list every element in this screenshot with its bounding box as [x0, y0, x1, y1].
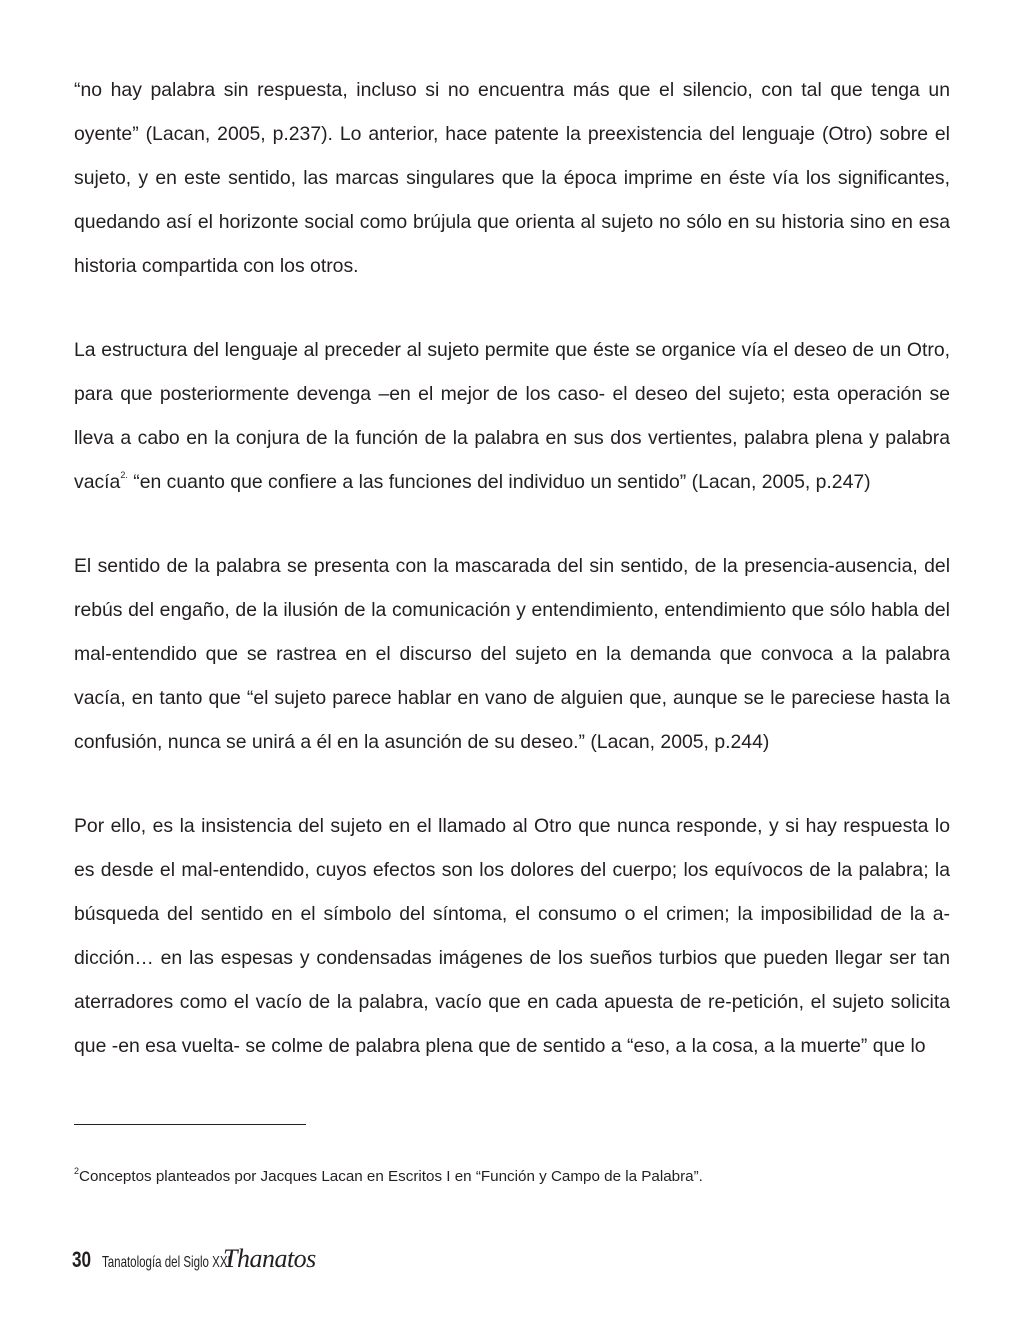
paragraph-2: [74, 328, 950, 504]
paragraph-3: El sentido de la palabra se presenta con la mascarada del sin sentido, de la presencia-ausencia, del rebús del engaño, de la ilusión de la comunicación y entendimiento, entendimiento que sólo habla del mal-entendido que se rastrea en el discurso del sujeto en la demanda que convoca a la palabra vacía, en tanto que “el sujeto parece hablar en vano de alguien que, aunque se le pareciese hasta la confusión, nunca se unirá a él en la asunción de su deseo.” (Lacan, 2005, p.244): [74, 555, 950, 753]
paragraph-4: Por ello, es la insistencia del sujeto en el llamado al Otro que nunca responde, y si hay respuesta lo es desde el mal-entendido, cuyos efectos son los dolores del cuerpo; los equívocos de la palabra; la búsqueda del sentido en el símbolo del síntoma, el consumo o el crimen; la imposibilidad de la a-dicción… en las espesas y condensadas imágenes de los sueños turbios que pueden llegar ser tan aterradores como el vacío de la palabra, vacío que en cada apuesta de re-petición, el sujeto solicita que -en esa vuelta- se colme de palabra plena que de sentido a “eso, a la cosa, a la muerte” que lo: [74, 815, 950, 1057]
page-number: 30: [72, 1247, 92, 1272]
footnote-divider: [74, 1124, 306, 1125]
footnote: [74, 1167, 950, 1187]
page-body: [74, 68, 950, 1068]
paragraph-1: “no hay palabra sin respuesta, incluso si no encuentra más que el silencio, con tal que tenga un oyente” (Lacan, 2005, p.237). Lo anterior, hace patente la preexistencia del lenguaje (Otro) sobre el sujeto, y en este sentido, las marcas singulares que la época imprime en éste vía los significantes, quedando así el horizonte social como brújula que orienta al sujeto no sólo en su historia sino en esa historia compartida con los otros.: [74, 79, 950, 277]
page-footer: [72, 1244, 316, 1276]
paragraph-2-text-after-note: “en cuanto que confiere a las funciones del individuo un sentido” (Lacan, 2005, p.247): [127, 471, 871, 493]
paragraph-2-text-before-note: La estructura del lenguaje al preceder al sujeto permite que éste se organice vía el deseo de un Otro, para que posteriormente devenga –en el mejor de los caso- el deseo del sujeto; esta operación se lleva a cabo en la conjura de la función de la palabra en sus dos vertientes, palabra plena y palabra vacía: [74, 339, 950, 493]
footnote-reference[interactable]: 2.: [120, 470, 128, 480]
journal-logo: Thanatos: [223, 1244, 316, 1273]
footnote-text: Conceptos planteados por Jacques Lacan en Escritos I en “Función y Campo de la Palabra”.: [79, 1168, 703, 1185]
journal-name: Tanatología del Siglo XXI: [102, 1254, 231, 1271]
footnote-mark: 2: [74, 1166, 80, 1176]
